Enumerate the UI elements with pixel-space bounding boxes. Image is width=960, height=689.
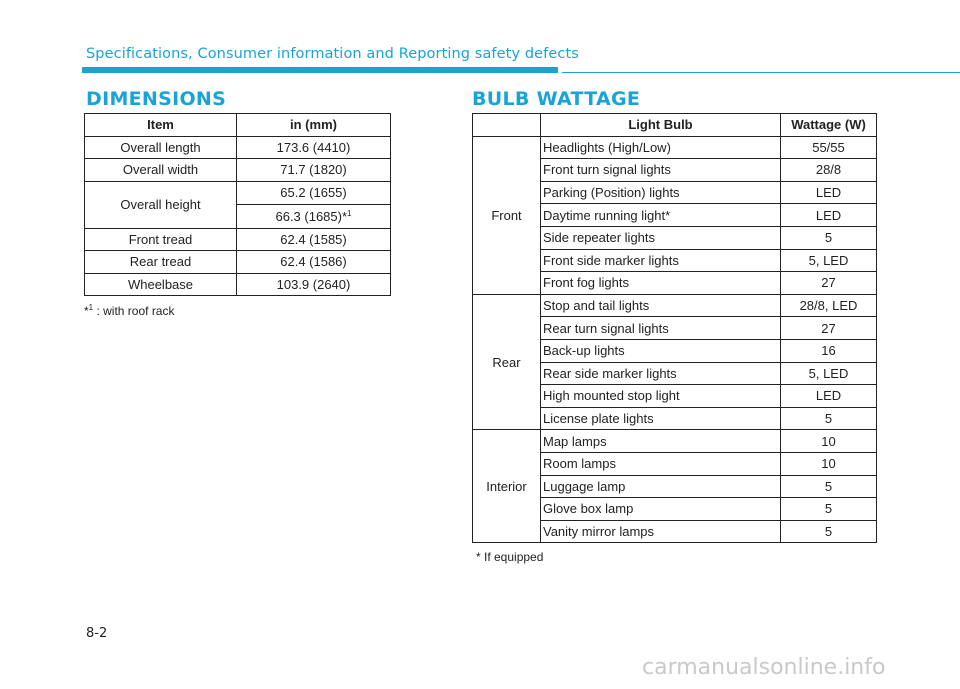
bulb-wattage-table [472,113,877,543]
table-row [85,136,391,159]
dimension-item: Front tread [85,228,237,251]
dimension-item: Overall length [85,136,237,159]
table-row [85,181,391,205]
table-row [473,430,877,453]
bulb-wattage: 5, LED [781,362,877,385]
bulb-group-label: Rear [473,294,541,430]
bulb-wattage: LED [781,181,877,204]
bulb-wattage: 10 [781,430,877,453]
dimensions-footnote: *$^1$ : with roof rack [84,303,175,318]
table-row [85,228,391,251]
dimension-item: Wheelbase [85,273,237,296]
bulb-name: License plate lights [541,407,781,430]
bulb-wattage: 16 [781,339,877,362]
column-header-group [473,114,541,137]
table-header-row [473,114,877,137]
dimension-value: 62.4 (1585) [237,228,391,251]
bulb-name: Side repeater lights [541,226,781,249]
dimension-value: 173.6 (4410) [237,136,391,159]
bulb-wattage: 5 [781,475,877,498]
table-header-row [85,114,391,137]
watermark: carmanualsonline.info [642,655,886,680]
page-number: 8-2 [86,626,108,641]
bulb-name: Back-up lights [541,339,781,362]
bulb-wattage: 5 [781,407,877,430]
dimension-value-roof-rack: 66.3 (1685)*$^1$ [237,205,391,229]
bulb-name: High mounted stop light [541,385,781,408]
column-header-item: Item [85,114,237,137]
bulb-name: Front fog lights [541,272,781,295]
dimension-value: 103.9 (2640) [237,273,391,296]
bulb-name: Luggage lamp [541,475,781,498]
dimensions-title: DIMENSIONS [86,88,227,110]
bulb-name: Glove box lamp [541,498,781,521]
table-row [85,251,391,274]
bulb-wattage-title: BULB WATTAGE [472,88,641,110]
bulb-name: Daytime running light* [541,204,781,227]
table-row [85,273,391,296]
bulb-name: Front turn signal lights [541,159,781,182]
bulb-wattage: 28/8, LED [781,294,877,317]
bulb-group-label: Front [473,136,541,294]
section-header-title: Specifications, Consumer information and Reporting safety defects [86,46,579,62]
bulb-wattage: 28/8 [781,159,877,182]
bulb-wattage: 5 [781,226,877,249]
bulb-wattage: 27 [781,272,877,295]
dimension-item: Overall width [85,159,237,182]
table-row [473,136,877,159]
column-header-light-bulb: Light Bulb [541,114,781,137]
bulb-footnote: * If equipped [476,550,544,564]
bulb-wattage: LED [781,204,877,227]
bulb-wattage: 5, LED [781,249,877,272]
bulb-wattage: 55/55 [781,136,877,159]
dimension-value: 71.7 (1820) [237,159,391,182]
bulb-wattage: 5 [781,520,877,543]
bulb-name: Vanity mirror lamps [541,520,781,543]
table-row [473,294,877,317]
bulb-wattage: LED [781,385,877,408]
bulb-name: Front side marker lights [541,249,781,272]
bulb-wattage: 27 [781,317,877,340]
column-header-value: in (mm) [237,114,391,137]
dimension-item: Rear tread [85,251,237,274]
dimension-value: 65.2 (1655) [237,181,391,205]
dimension-value: 62.4 (1586) [237,251,391,274]
bulb-name: Room lamps [541,452,781,475]
header-divider-line [562,72,960,73]
dimension-item: Overall height [85,181,237,228]
bulb-wattage: 10 [781,452,877,475]
bulb-wattage: 5 [781,498,877,521]
bulb-name: Stop and tail lights [541,294,781,317]
column-header-wattage: Wattage (W) [781,114,877,137]
table-row [85,159,391,182]
bulb-group-label: Interior [473,430,541,543]
dimensions-table [84,113,391,296]
bulb-name: Headlights (High/Low) [541,136,781,159]
bulb-name: Parking (Position) lights [541,181,781,204]
bulb-name: Rear turn signal lights [541,317,781,340]
header-accent-bar [82,67,558,73]
bulb-name: Rear side marker lights [541,362,781,385]
bulb-name: Map lamps [541,430,781,453]
